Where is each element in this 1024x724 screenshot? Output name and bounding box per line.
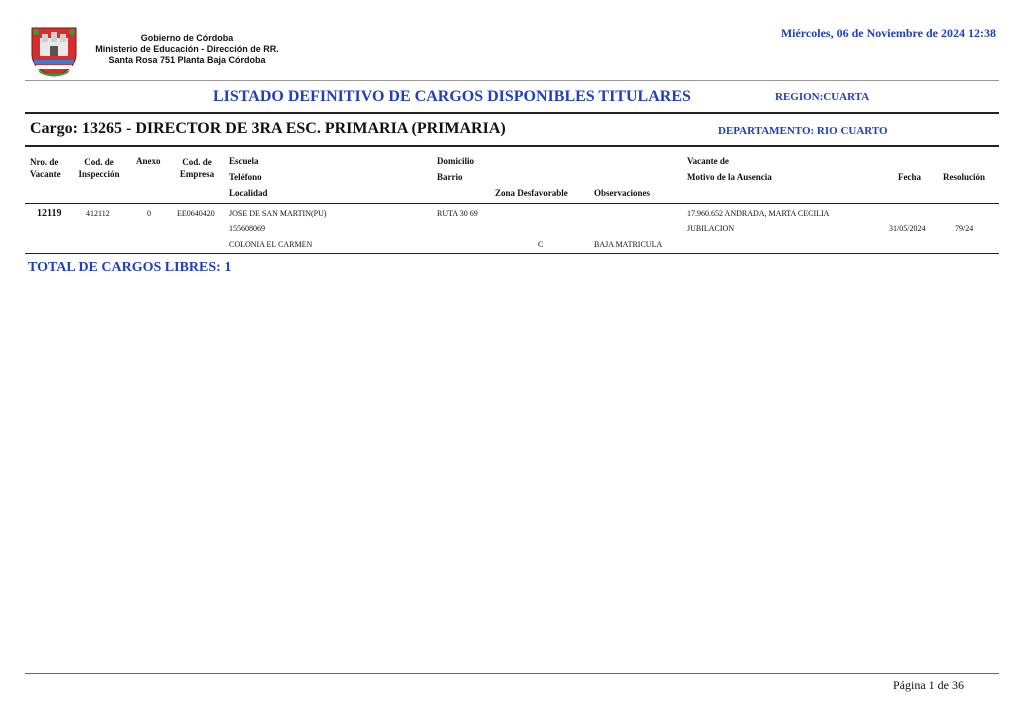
col-domicilio: Domicilio [437, 156, 474, 166]
title-divider [25, 112, 999, 114]
cell-nro-vacante: 12119 [37, 208, 62, 219]
cell-localidad: COLONIA EL CARMEN [229, 240, 313, 249]
cell-resolucion: 79/24 [955, 224, 974, 233]
col-escuela: Escuela [229, 156, 259, 166]
cell-domicilio: RUTA 30 69 [437, 209, 478, 218]
col-vacante-de: Vacante de [687, 156, 729, 166]
cell-motivo: JUBILACION [687, 224, 735, 233]
cell-fecha: 31/05/2024 [889, 224, 926, 233]
cell-cod-inspeccion: 412112 [86, 209, 110, 218]
cell-cod-empresa: EE0640420 [177, 209, 215, 218]
cell-observaciones: BAJA MATRICULA [594, 240, 663, 249]
cargo-divider [25, 145, 999, 147]
col-zona: Zona Desfavorable [495, 188, 568, 198]
coat-of-arms-icon [28, 24, 80, 78]
region-label: REGION:CUARTA [775, 91, 870, 103]
col-fecha: Fecha [898, 172, 921, 182]
cell-telefono: 155608069 [229, 224, 265, 233]
cargo-title: Cargo: 13265 - DIRECTOR DE 3RA ESC. PRIMARIA (PRIMARIA) [30, 120, 506, 137]
col-telefono: Teléfono [229, 172, 262, 182]
col-resolucion: Resolución [943, 172, 986, 182]
total-cargos: TOTAL DE CARGOS LIBRES: 1 [28, 260, 232, 275]
org-line-2: Ministerio de Educación - Dirección de RR. [95, 44, 279, 54]
col-cod-empresa: Cod. de Empresa [179, 157, 215, 179]
footer-divider [25, 673, 999, 674]
page-number: Página 1 de 36 [893, 678, 964, 692]
cell-anexo: 0 [147, 209, 151, 218]
col-localidad: Localidad [229, 188, 268, 198]
col-motivo: Motivo de la Ausencia [687, 172, 772, 182]
departamento-label: DEPARTAMENTO: RIO CUARTO [718, 125, 888, 137]
col-cod-inspeccion: Cod. de Inspección [78, 157, 120, 179]
header-divider [25, 80, 999, 81]
header-row-divider [25, 203, 999, 204]
cell-escuela: JOSE DE SAN MARTIN(PU) [229, 209, 327, 218]
col-observaciones: Observaciones [594, 188, 650, 198]
cell-vacante-de: 17.960.652 ANDRADA, MARTA CECILIA [687, 209, 830, 218]
col-nro-vacante: Nro. de Vacante [30, 157, 61, 179]
col-barrio: Barrio [437, 172, 463, 182]
org-line-1: Gobierno de Córdoba [140, 33, 234, 43]
col-anexo: Anexo [136, 156, 161, 166]
row-divider [25, 253, 999, 254]
report-datetime: Miércoles, 06 de Noviembre de 2024 12:38 [780, 26, 996, 40]
report-title: LISTADO DEFINITIVO DE CARGOS DISPONIBLES TITULARES [213, 88, 691, 105]
org-block [82, 33, 292, 66]
org-line-3: Santa Rosa 751 Planta Baja Córdoba [108, 55, 266, 65]
cell-zona: C [538, 240, 544, 249]
